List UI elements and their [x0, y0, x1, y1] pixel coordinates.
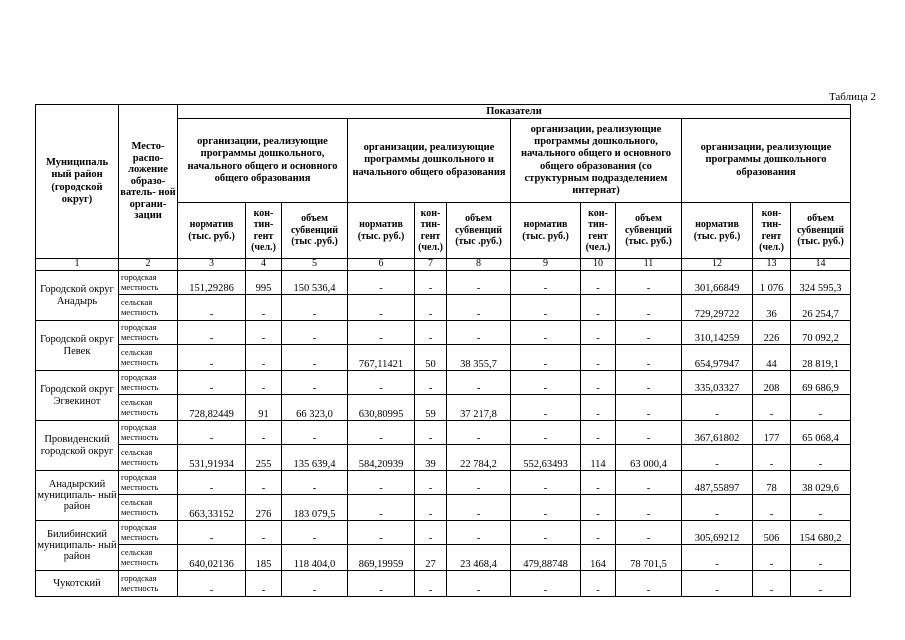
- value-cell: 663,33152: [178, 495, 246, 521]
- value-cell: 66 323,0: [282, 395, 348, 421]
- header-volume: объем субвенций (тыс .руб.): [282, 203, 348, 259]
- column-number: 2: [119, 259, 178, 271]
- table-label: Таблица 2: [828, 91, 876, 103]
- value-cell: -: [447, 371, 511, 395]
- value-cell: -: [581, 295, 616, 321]
- value-cell: -: [616, 471, 682, 495]
- header-volume: объем субвенций (тыс. руб.): [616, 203, 682, 259]
- value-cell: -: [616, 571, 682, 597]
- header-municipality: Муниципаль ный район (городской округ): [36, 105, 119, 259]
- value-cell: -: [246, 295, 282, 321]
- header-volume: объем субвенций (тыс. руб.): [791, 203, 851, 259]
- value-cell: -: [753, 445, 791, 471]
- value-cell: 44: [753, 345, 791, 371]
- subsidy-table: [35, 104, 851, 597]
- value-cell: -: [511, 295, 581, 321]
- value-cell: 78: [753, 471, 791, 495]
- value-cell: -: [682, 495, 753, 521]
- column-number: 11: [616, 259, 682, 271]
- value-cell: -: [348, 371, 415, 395]
- value-cell: -: [178, 321, 246, 345]
- value-cell: 479,88748: [511, 545, 581, 571]
- value-cell: 154 680,2: [791, 521, 851, 545]
- value-cell: -: [616, 295, 682, 321]
- value-cell: 1 076: [753, 271, 791, 295]
- value-cell: -: [791, 545, 851, 571]
- value-cell: -: [791, 571, 851, 597]
- value-cell: -: [246, 371, 282, 395]
- value-cell: -: [581, 395, 616, 421]
- value-cell: 208: [753, 371, 791, 395]
- value-cell: 37 217,8: [447, 395, 511, 421]
- value-cell: -: [415, 295, 447, 321]
- value-cell: 69 686,9: [791, 371, 851, 395]
- value-cell: -: [447, 495, 511, 521]
- location-type: городская местность: [119, 321, 178, 345]
- header-contingent: кон- тин- гент (чел.): [415, 203, 447, 259]
- value-cell: -: [348, 495, 415, 521]
- column-number: 4: [246, 259, 282, 271]
- value-cell: -: [447, 571, 511, 597]
- value-cell: -: [511, 471, 581, 495]
- header-group-3: организации, реализующие программы дошкольного, начального общего и основного общего образования (со структурным подразделением интернат): [511, 119, 682, 203]
- value-cell: 869,19959: [348, 545, 415, 571]
- value-cell: -: [682, 395, 753, 421]
- column-number: 10: [581, 259, 616, 271]
- value-cell: -: [753, 571, 791, 597]
- value-cell: 23 468,4: [447, 545, 511, 571]
- column-number: 14: [791, 259, 851, 271]
- value-cell: 36: [753, 295, 791, 321]
- value-cell: 335,03327: [682, 371, 753, 395]
- value-cell: -: [282, 571, 348, 597]
- table-row: [36, 371, 851, 395]
- table-row: [36, 321, 851, 345]
- column-number: 6: [348, 259, 415, 271]
- value-cell: -: [178, 371, 246, 395]
- value-cell: -: [246, 471, 282, 495]
- value-cell: 640,02136: [178, 545, 246, 571]
- value-cell: 63 000,4: [616, 445, 682, 471]
- location-type: городская местность: [119, 571, 178, 597]
- value-cell: -: [447, 521, 511, 545]
- value-cell: -: [282, 295, 348, 321]
- value-cell: -: [246, 345, 282, 371]
- value-cell: 26 254,7: [791, 295, 851, 321]
- header-norm: норматив (тыс. руб.): [178, 203, 246, 259]
- header-indicators: Показатели: [178, 105, 851, 119]
- location-type: сельская местность: [119, 295, 178, 321]
- value-cell: -: [616, 421, 682, 445]
- value-cell: 995: [246, 271, 282, 295]
- value-cell: -: [616, 395, 682, 421]
- header-group-2: организации, реализующие программы дошкольного и начального общего образования: [348, 119, 511, 203]
- column-number: 7: [415, 259, 447, 271]
- table-row: [36, 545, 851, 571]
- column-number: 5: [282, 259, 348, 271]
- location-type: городская местность: [119, 471, 178, 495]
- value-cell: -: [511, 421, 581, 445]
- value-cell: 654,97947: [682, 345, 753, 371]
- value-cell: 177: [753, 421, 791, 445]
- value-cell: -: [753, 545, 791, 571]
- value-cell: 65 068,4: [791, 421, 851, 445]
- location-type: сельская местность: [119, 445, 178, 471]
- value-cell: -: [447, 471, 511, 495]
- table-row: [36, 295, 851, 321]
- value-cell: 310,14259: [682, 321, 753, 345]
- value-cell: 91: [246, 395, 282, 421]
- column-number: 12: [682, 259, 753, 271]
- value-cell: -: [246, 421, 282, 445]
- value-cell: -: [511, 321, 581, 345]
- value-cell: -: [511, 395, 581, 421]
- value-cell: 584,20939: [348, 445, 415, 471]
- table-row: [36, 445, 851, 471]
- value-cell: -: [682, 445, 753, 471]
- value-cell: -: [415, 521, 447, 545]
- table-row: [36, 495, 851, 521]
- table-row: [36, 521, 851, 545]
- value-cell: 28 819,1: [791, 345, 851, 371]
- table-row: [36, 271, 851, 295]
- value-cell: 185: [246, 545, 282, 571]
- value-cell: 22 784,2: [447, 445, 511, 471]
- municipality-name: Городской округ Певек: [36, 321, 119, 371]
- value-cell: 39: [415, 445, 447, 471]
- value-cell: 118 404,0: [282, 545, 348, 571]
- value-cell: -: [348, 295, 415, 321]
- value-cell: -: [616, 521, 682, 545]
- value-cell: 506: [753, 521, 791, 545]
- value-cell: -: [682, 571, 753, 597]
- value-cell: 151,29286: [178, 271, 246, 295]
- value-cell: 301,66849: [682, 271, 753, 295]
- location-type: сельская местность: [119, 345, 178, 371]
- value-cell: 226: [753, 321, 791, 345]
- column-number: 1: [36, 259, 119, 271]
- value-cell: 728,82449: [178, 395, 246, 421]
- municipality-name: Анадырский муниципаль- ный район: [36, 471, 119, 521]
- location-type: городская местность: [119, 371, 178, 395]
- value-cell: 729,29722: [682, 295, 753, 321]
- value-cell: -: [581, 471, 616, 495]
- value-cell: -: [415, 271, 447, 295]
- value-cell: -: [178, 571, 246, 597]
- value-cell: 305,69212: [682, 521, 753, 545]
- value-cell: -: [348, 421, 415, 445]
- value-cell: 255: [246, 445, 282, 471]
- value-cell: -: [348, 521, 415, 545]
- value-cell: -: [246, 521, 282, 545]
- table-row: [36, 395, 851, 421]
- value-cell: 70 092,2: [791, 321, 851, 345]
- value-cell: 38 355,7: [447, 345, 511, 371]
- header-location: Место- распо- ложение образо- ватель- ной органи- зации: [119, 105, 178, 259]
- value-cell: 487,55897: [682, 471, 753, 495]
- value-cell: -: [511, 521, 581, 545]
- value-cell: -: [511, 495, 581, 521]
- header-contingent: кон- тин- гент (чел.): [246, 203, 282, 259]
- value-cell: 767,11421: [348, 345, 415, 371]
- value-cell: -: [581, 571, 616, 597]
- value-cell: -: [447, 421, 511, 445]
- value-cell: 150 536,4: [282, 271, 348, 295]
- value-cell: 135 639,4: [282, 445, 348, 471]
- value-cell: -: [581, 521, 616, 545]
- municipality-name: Билибинский муниципаль- ный район: [36, 521, 119, 571]
- value-cell: -: [682, 545, 753, 571]
- value-cell: -: [415, 571, 447, 597]
- table-row: [36, 345, 851, 371]
- header-contingent: кон- тин- гент (чел.): [753, 203, 791, 259]
- value-cell: -: [581, 495, 616, 521]
- value-cell: -: [415, 471, 447, 495]
- value-cell: 59: [415, 395, 447, 421]
- value-cell: 114: [581, 445, 616, 471]
- header-group-1: организации, реализующие программы дошкольного, начального общего и основного общего образования: [178, 119, 348, 203]
- value-cell: -: [511, 571, 581, 597]
- value-cell: 552,63493: [511, 445, 581, 471]
- value-cell: -: [791, 445, 851, 471]
- value-cell: 50: [415, 345, 447, 371]
- value-cell: -: [282, 345, 348, 371]
- value-cell: 630,80995: [348, 395, 415, 421]
- value-cell: -: [511, 271, 581, 295]
- value-cell: -: [616, 321, 682, 345]
- value-cell: -: [348, 471, 415, 495]
- value-cell: -: [581, 345, 616, 371]
- value-cell: -: [581, 371, 616, 395]
- column-number: 8: [447, 259, 511, 271]
- location-type: сельская местность: [119, 545, 178, 571]
- value-cell: -: [415, 421, 447, 445]
- column-number: 3: [178, 259, 246, 271]
- value-cell: -: [178, 521, 246, 545]
- table-row: [36, 471, 851, 495]
- value-cell: 78 701,5: [616, 545, 682, 571]
- header-norm: норматив (тыс. руб.): [348, 203, 415, 259]
- value-cell: 324 595,3: [791, 271, 851, 295]
- location-type: городская местность: [119, 521, 178, 545]
- value-cell: 531,91934: [178, 445, 246, 471]
- value-cell: -: [246, 571, 282, 597]
- municipality-name: Провиденский городской округ: [36, 421, 119, 471]
- municipality-name: Городской округ Анадырь: [36, 271, 119, 321]
- value-cell: 164: [581, 545, 616, 571]
- value-cell: -: [447, 295, 511, 321]
- table-row: [36, 571, 851, 597]
- header-contingent: кон- тин- гент (чел.): [581, 203, 616, 259]
- column-number: 9: [511, 259, 581, 271]
- value-cell: -: [791, 395, 851, 421]
- value-cell: -: [282, 471, 348, 495]
- value-cell: -: [753, 495, 791, 521]
- location-type: городская местность: [119, 421, 178, 445]
- value-cell: -: [246, 321, 282, 345]
- value-cell: -: [348, 271, 415, 295]
- value-cell: -: [415, 371, 447, 395]
- value-cell: -: [511, 345, 581, 371]
- value-cell: -: [616, 495, 682, 521]
- value-cell: 27: [415, 545, 447, 571]
- value-cell: -: [581, 321, 616, 345]
- header-group-4: организации, реализующие программы дошкольного образования: [682, 119, 851, 203]
- value-cell: -: [415, 495, 447, 521]
- municipality-name: Городской округ Эгвекинот: [36, 371, 119, 421]
- value-cell: -: [348, 321, 415, 345]
- value-cell: 367,61802: [682, 421, 753, 445]
- value-cell: -: [282, 321, 348, 345]
- location-type: сельская местность: [119, 395, 178, 421]
- value-cell: 183 079,5: [282, 495, 348, 521]
- value-cell: -: [616, 271, 682, 295]
- value-cell: -: [282, 371, 348, 395]
- header-norm: норматив (тыс. руб.): [511, 203, 581, 259]
- municipality-name: Чукотский: [36, 571, 119, 597]
- value-cell: -: [178, 295, 246, 321]
- value-cell: -: [616, 371, 682, 395]
- value-cell: -: [753, 395, 791, 421]
- value-cell: -: [791, 495, 851, 521]
- value-cell: -: [282, 421, 348, 445]
- header-volume: объем субвенций (тыс .руб.): [447, 203, 511, 259]
- value-cell: 276: [246, 495, 282, 521]
- value-cell: -: [282, 521, 348, 545]
- value-cell: -: [178, 345, 246, 371]
- value-cell: -: [616, 345, 682, 371]
- location-type: сельская местность: [119, 495, 178, 521]
- value-cell: -: [178, 421, 246, 445]
- value-cell: -: [178, 471, 246, 495]
- value-cell: -: [348, 571, 415, 597]
- location-type: городская местность: [119, 271, 178, 295]
- value-cell: -: [581, 421, 616, 445]
- column-number: 13: [753, 259, 791, 271]
- value-cell: 38 029,6: [791, 471, 851, 495]
- value-cell: -: [581, 271, 616, 295]
- value-cell: -: [447, 271, 511, 295]
- value-cell: -: [511, 371, 581, 395]
- table-row: [36, 421, 851, 445]
- value-cell: -: [447, 321, 511, 345]
- value-cell: -: [415, 321, 447, 345]
- header-norm: норматив (тыс. руб.): [682, 203, 753, 259]
